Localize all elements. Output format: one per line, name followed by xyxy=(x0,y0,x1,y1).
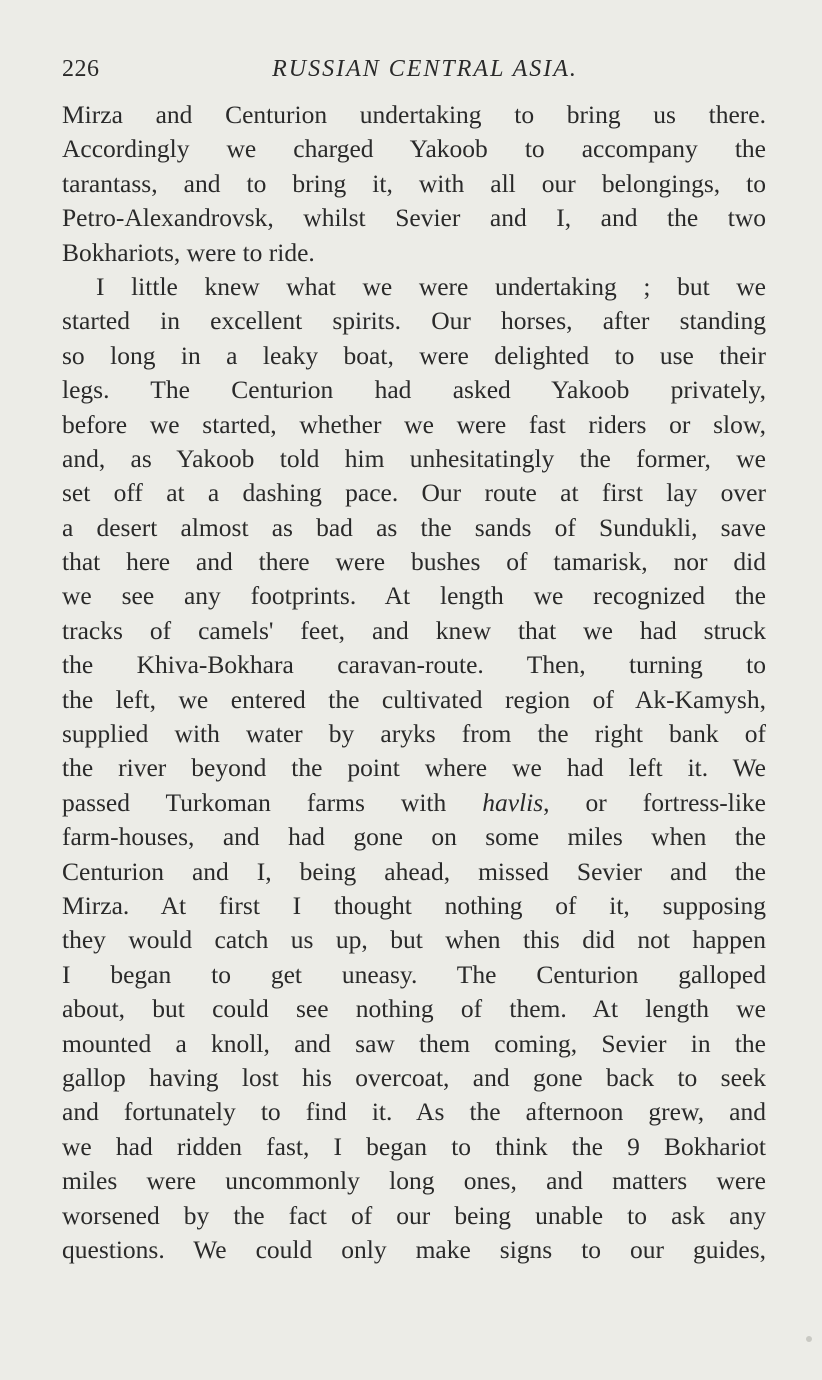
text-line: I began to get uneasy. The Centurion galloped xyxy=(62,959,766,989)
paragraph-end-line: Bokhariots, were to ride. xyxy=(62,237,315,267)
text-line: set off at a dashing pace. Our route at first lay over xyxy=(62,478,766,508)
text-line: a desert almost as bad as the sands of Sundukli, save xyxy=(62,512,766,542)
text-line: Mirza. At first I thought nothing of it, supposing xyxy=(62,890,766,920)
text-line: miles were uncommonly long ones, and matters were xyxy=(62,1166,766,1196)
text-line: the left, we entered the cultivated region of Ak-Kamysh, xyxy=(62,684,766,714)
text-line: so long in a leaky boat, were delighted to use their xyxy=(62,340,766,370)
text-line-with-italic xyxy=(62,786,766,820)
text-line: farm-houses, and had gone on some miles when the xyxy=(62,822,766,852)
body-text xyxy=(62,98,766,1267)
text-segment: , or fortress-like xyxy=(543,787,766,817)
text-line: Petro-Alexandrovsk, whilst Sevier and I, and the two xyxy=(62,203,766,233)
text-line: Mirza and Centurion undertaking to bring us there. xyxy=(62,100,766,129)
text-line: the Khiva-Bokhara caravan-route. Then, turning to xyxy=(62,650,766,680)
text-line: before we started, whether we were fast riders or slow, xyxy=(62,409,766,439)
text-line: Centurion and I, being ahead, missed Sevier and the xyxy=(62,856,766,886)
text-line: and, as Yakoob told him unhesitatingly the former, we xyxy=(62,443,766,473)
text-line: the river beyond the point where we had left it. We xyxy=(62,753,766,783)
paragraph-start-line: I little knew what we were undertaking ; but we xyxy=(96,271,766,301)
running-head xyxy=(62,52,768,86)
text-line: that here and there were bushes of tamarisk, nor did xyxy=(62,547,766,577)
text-line: mounted a knoll, and saw them coming, Sevier in the xyxy=(62,1028,766,1058)
text-line: Accordingly we charged Yakoob to accompany the xyxy=(62,134,766,164)
text-line: legs. The Centurion had asked Yakoob privately, xyxy=(62,375,766,405)
text-line: started in excellent spirits. Our horses, after standing xyxy=(62,306,766,336)
running-title: RUSSIAN CENTRAL ASIA. xyxy=(272,56,578,82)
text-line: we had ridden fast, I began to think the 9 Bokhariot xyxy=(62,1131,766,1161)
paper-speck xyxy=(806,1336,812,1342)
text-line: we see any footprints. At length we recognized the xyxy=(62,581,766,611)
italic-term: havlis xyxy=(482,787,544,817)
text-line: about, but could see nothing of them. At length we xyxy=(62,994,766,1024)
page-number: 226 xyxy=(62,56,100,82)
text-line: gallop having lost his overcoat, and gone back to seek xyxy=(62,1062,766,1092)
text-line: tracks of camels' feet, and knew that we had struck xyxy=(62,615,766,645)
text-line: worsened by the fact of our being unable to ask any xyxy=(62,1200,766,1230)
text-line: they would catch us up, but when this did not happen xyxy=(62,925,766,955)
text-line: and fortunately to find it. As the afternoon grew, and xyxy=(62,1097,766,1127)
text-line: tarantass, and to bring it, with all our belongings, to xyxy=(62,168,766,198)
text-line: questions. We could only make signs to our guides, xyxy=(62,1234,766,1264)
text-line: supplied with water by aryks from the right bank of xyxy=(62,719,766,749)
text-segment: passed Turkoman farms with xyxy=(62,787,483,817)
